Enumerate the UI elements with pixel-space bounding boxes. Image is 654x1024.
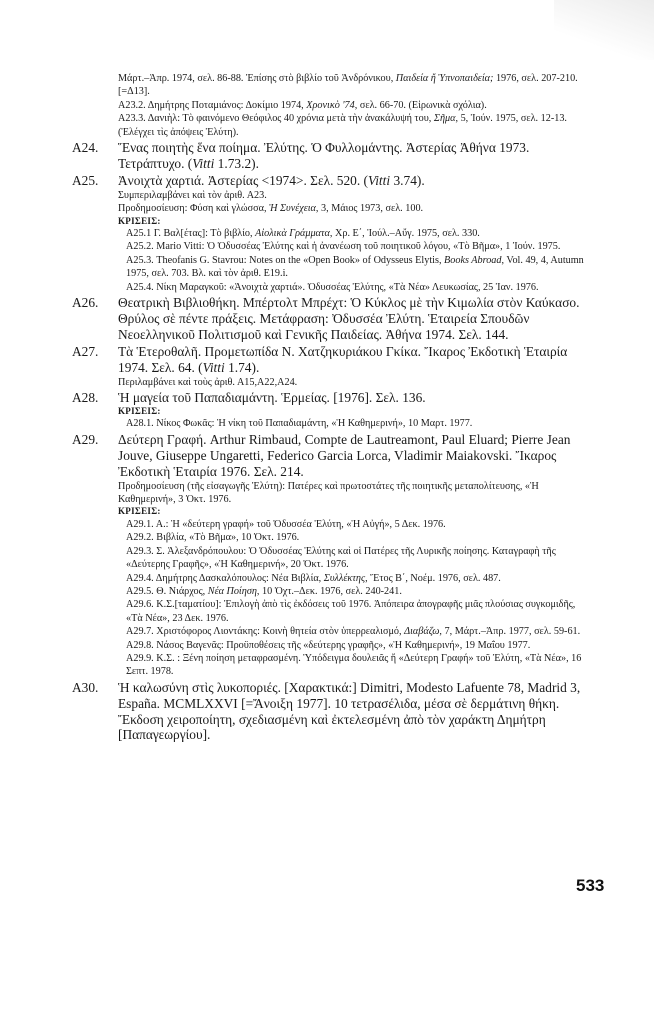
- text: , Vol. 49, 4, Autumn 1975, σελ. 703. Βλ. καὶ τὸν ἀριθ. Ε19.i.: [126, 254, 584, 280]
- review-a29-4: [118, 572, 584, 585]
- text: 1976, σελ. 207-210. [=Δ13].: [118, 73, 578, 98]
- text: 1.73.2).: [214, 155, 259, 171]
- text: Books Abroad: [444, 254, 502, 266]
- entry-number: Α26.: [72, 295, 99, 311]
- text: Ἡ μαγεία τοῦ Παπαδιαμάντη. Ἑρμείας. [1976]. Σελ. 136.: [118, 390, 426, 406]
- text: , Χρ. Ε΄, Ἰούλ.–Αὔγ. 1975, σελ. 330.: [329, 228, 480, 240]
- entry-a30: [72, 679, 584, 744]
- text: Νέα Ποίηση: [207, 585, 257, 597]
- reviews-heading: ΚΡΙΣΕΙΣ:: [118, 405, 161, 416]
- review-a29-6: Α29.6. Κ.Σ.[ταματίου]: Ἐπιλογὴ ἀπὸ τὶς ἐκδόσεις τοῦ 1976. Ἀπόπειρα ἀπογραφῆς μιᾶς πλούσιας συγκομιδῆς, «Τὰ Νέα», 23 Δεκ. 1976.: [126, 599, 576, 624]
- review-a25-1: [118, 227, 584, 240]
- text: Διαβάζω: [404, 626, 440, 638]
- entry-a27: [72, 343, 584, 376]
- entry-a29: [72, 431, 584, 480]
- review-a25-4: Α25.4. Νίκη Μαραγκοῦ: «Ἀνοιχτὰ χαρτιά». Ὀδυσσέας Ἐλύτης, «Τὰ Νέα» Λευκωσίας, 25 Ἰαν. 1976.: [126, 281, 539, 293]
- text: Α29.4. Δημήτρης Δασκαλόπουλος: Νέα Βιβλία,: [126, 572, 324, 584]
- text: 3.74).: [390, 172, 425, 188]
- text: , 7, Μάρτ.–Ἀπρ. 1977, σελ. 59-61.: [439, 626, 581, 638]
- a25-note: Συμπεριλαμβάνει καὶ τὸν ἀριθ. Α23.: [118, 189, 267, 201]
- text: Δεύτερη Γραφή. Arthur Rimbaud, Compte de Lautreamont, Paul Eluard; Pierre Jean Jouve, Giuseppe Ungaretti, Federico Garcia Lorca, Vladimir Maiakovski. Ἴκαρος Ἐκδοτικὴ Ἑταιρία 1976. Σελ. 214.: [118, 431, 571, 479]
- page-number: 533: [576, 876, 605, 895]
- bibliography-content: [74, 72, 584, 743]
- review-a29-1: Α29.1. Α.: Ἡ «δεύτερη γραφή» τοῦ Ὀδυσσέα Ἐλύτη, «Ἡ Αὐγή», 5 Δεκ. 1976.: [126, 518, 446, 530]
- text: , σελ. 66-70. (Εἰρωνικὰ σχόλια).: [354, 99, 487, 111]
- text: , 5, Ἰούν. 1975, σελ. 12-13. (Ἐλέγχει τὶς ἀπόψεις Ἐλύτη).: [118, 113, 567, 138]
- text: Θεατρικὴ Βιβλιοθήκη. Μπέρτολτ Μπρέχτ: Ὁ Κύκλος μὲ τὴν Κιμωλία στὸν Καύκασο. Θρύλος σὲ πέντε πράξεις. Μετάφραση: Ὀδυσσέα Ἐλύτη. Ἑταιρεία Σπουδῶν Νεοελληνικοῦ Πολιτισμοῦ καὶ Γενικῆς Παιδείας. Ἀθήνα 1974. Σελ. 144.: [118, 295, 580, 342]
- text: , 10 Ὀχτ.–Δεκ. 1976, σελ. 240-241.: [256, 585, 402, 597]
- text: Α23.2. Δημήτρης Ποταμιάνος: Δοκίμιο 1974,: [118, 99, 307, 111]
- entry-number: Α25.: [72, 172, 99, 188]
- text: Μάρτ.–Ἀπρ. 1974, σελ. 86-88. Ἐπίσης στὸ βιβλίο τοῦ Ἀνδρόνικου,: [118, 73, 396, 84]
- scan-shadow: [554, 0, 654, 60]
- text: Vitti: [192, 155, 215, 171]
- text: Α23.3. Δανιὴλ: Τὸ φαινόμενο Θεόφιλος 40 χρόνια μετὰ τὴν ἀνακάλυψή του,: [118, 113, 434, 125]
- text: Α25.1 Γ. Βαλ[έτας]: Τὸ βιβλίο,: [126, 228, 256, 240]
- entry-number: Α24.: [72, 140, 99, 156]
- entry-number: Α27.: [72, 343, 99, 359]
- text: Ἡ Συνέχεια: [269, 203, 316, 215]
- a25-prepublication: [118, 202, 584, 215]
- a23-3-entry: [118, 112, 584, 139]
- review-a28-1: Α28.1. Νίκος Φωκᾶς: Ἡ νίκη τοῦ Παπαδιαμάντη, «Ἡ Καθημερινή», 10 Μαρτ. 1977.: [126, 418, 473, 430]
- text: Α29.5. Θ. Νιάρχος,: [126, 585, 208, 597]
- text: Vitti: [368, 172, 391, 188]
- entry-number: Α28.: [72, 390, 99, 406]
- review-a25-3: [118, 254, 584, 281]
- review-a29-9: Α29.9. Κ.Σ. : Ξένη ποίηση μεταφρασμένη. Ὑπόδειγμα δουλειᾶς ἤ «Δεύτερη Γραφή» τοῦ Ἐλύτη, «Τὰ Νέα», 16 Σεπτ. 1978.: [126, 652, 582, 678]
- entry-a24: [72, 140, 584, 172]
- text: , Ἔτος Β΄, Νοέμ. 1976, σελ. 487.: [365, 572, 501, 584]
- text: Χρονικὸ '74: [306, 99, 355, 111]
- a23-1-continuation: [118, 72, 584, 99]
- review-a29-7: [118, 625, 584, 638]
- a23-2-entry: [118, 99, 584, 112]
- text: Συλλέκτης: [323, 572, 366, 584]
- review-a29-2: Α29.2. Βιβλία, «Τὸ Βῆμα», 10 Ὀκτ. 1976.: [126, 532, 300, 544]
- text: Τὰ Ἑτεροθαλῆ. Προμετωπίδα Ν. Χατζηκυριάκου Γκίκα. Ἴκαρος Ἐκδοτικὴ Ἑταιρία 1974. Σελ. 64. (: [118, 343, 568, 375]
- entry-a25: [72, 172, 584, 189]
- review-a29-3: Α29.3. Σ. Ἀλεξανδρόπουλου: Ὁ Ὀδυσσέας Ἐλύτης καὶ οἱ Πατέρες τῆς Λυρικῆς ποίησης. Καταγραφὴ τῆς «Δεύτερης Γραφῆς», «Ἡ Καθημερινή», 20 Ὀκτ. 1976.: [126, 545, 556, 571]
- a27-note: Περιλαμβάνει καὶ τοὺς ἀριθ. Α15,Α22,Α24.: [118, 376, 298, 388]
- reviews-heading: ΚΡΙΣΕΙΣ:: [118, 506, 161, 517]
- a29-prepublication: Προδημοσίευση (τῆς εἰσαγωγῆς Ἐλύτη): Πατέρες καὶ πρωτοστάτες τῆς ποιητικῆς μεταπολίτευσης, «Ἡ Καθημερινή», 3 Ὀκτ. 1976.: [118, 480, 539, 505]
- text: , 3, Μάιος 1973, σελ. 100.: [315, 203, 424, 215]
- entry-a26: [72, 295, 584, 343]
- review-a25-2: Α25.2. Mario Vitti: Ὁ Ὀδυσσέας Ἐλύτης καὶ ἡ ἀνανέωση τοῦ ποιητικοῦ λόγου, «Τὸ Βῆμα», 1 Ἰούν. 1975.: [126, 241, 561, 253]
- text: Ἕνας ποιητὴς ἕνα ποίημα. Ἐλύτης. Ὁ Φυλλομάντης. Ἀστερίας Ἀθήνα 1973. Τετράπτυχο. (: [118, 140, 530, 171]
- text: Α25.3. Theofanis G. Stavrou: Notes on the «Open Book» of Odysseus Elytis,: [126, 254, 445, 266]
- text: 1.74).: [224, 359, 260, 375]
- text: Σῆμα: [433, 113, 456, 125]
- text: Ἀνοιχτὰ χαρτιά. Ἀστερίας <1974>. Σελ. 520. (: [118, 172, 369, 188]
- review-a29-8: Α29.8. Νάσος Βαγενᾶς: Προϋποθέσεις τῆς «δεύτερης γραφῆς», «Ἡ Καθημερινή», 19 Μαΐου 1977.: [126, 639, 531, 651]
- entry-number: Α29.: [72, 431, 99, 447]
- text: Α29.7. Χριστόφορος Λιοντάκης: Κοινὴ θητεία στὸν ὑπερρεαλισμό,: [126, 626, 405, 638]
- reviews-heading: ΚΡΙΣΕΙΣ:: [118, 215, 161, 226]
- review-a29-5: [118, 585, 584, 598]
- text: Ἡ καλωσύνη στὶς λυκοποριές. [Χαρακτικά:] Dimitri, Modesto Lafuente 78, Madrid 3, España. MCMLXXVI [=Ἄνοιξη 1977]. 10 τετρασέλιδα, μέσα σὲ δερμάτινη θήκη. Ἔκδοση χειροποίητη, σχεδιασμένη καὶ ἐκτελεσμένη ἀπὸ τὸν χαράκτη Δημήτρη [Παπαγεωργίου].: [118, 679, 581, 743]
- text: Προδημοσίευση: Φύση καὶ γλώσσα,: [118, 203, 270, 215]
- entry-number: Α30.: [72, 679, 99, 695]
- entry-a28: [72, 390, 584, 406]
- text: Vitti: [202, 359, 225, 375]
- text: Αἰολικὰ Γράμματα: [255, 228, 330, 240]
- text: Παιδεία ἤ Ὑπνοπαιδεία;: [395, 73, 494, 84]
